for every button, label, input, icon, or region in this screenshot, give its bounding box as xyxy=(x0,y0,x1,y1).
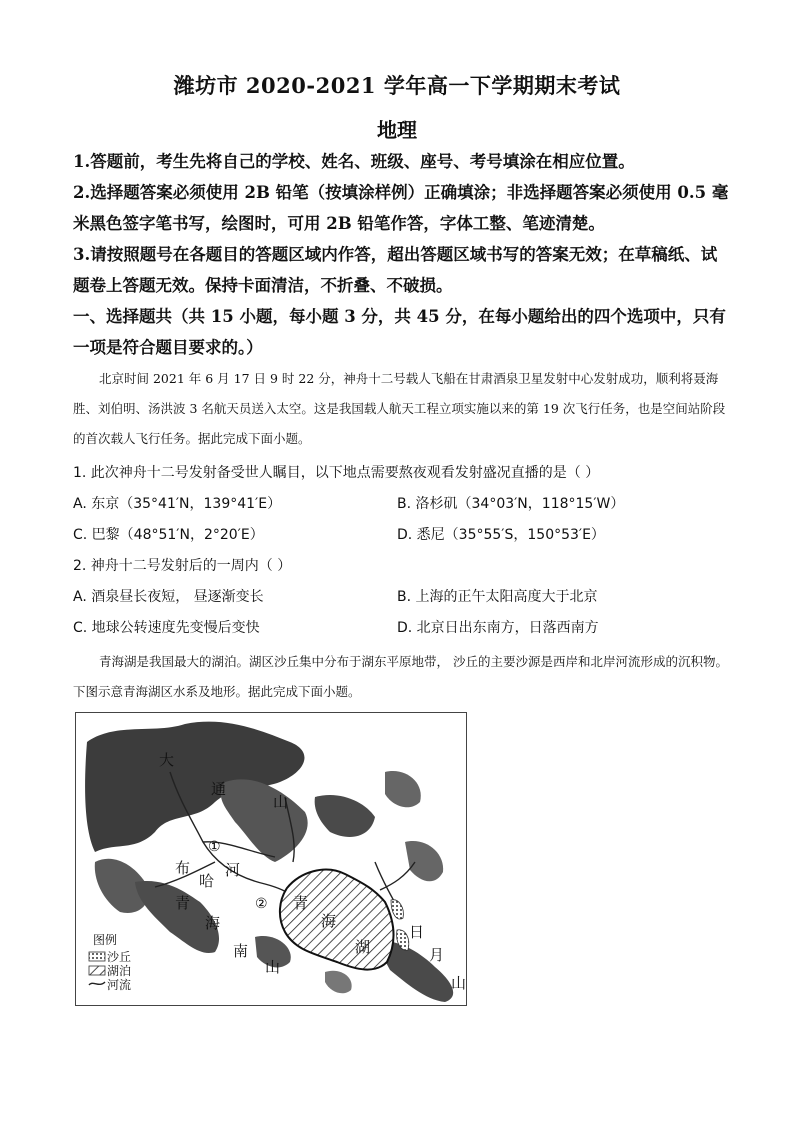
label-ha: 哈 xyxy=(199,872,215,890)
legend-dune: 沙丘 xyxy=(107,950,132,964)
legend-lake-swatch xyxy=(89,966,105,975)
question-2-option-b[interactable]: B. 上海的正午太阳高度大于北京 xyxy=(397,589,598,605)
question-1-stem: 1. 此次神舟十二号发射备受世人瞩目，以下地点需要熬夜观看发射盛况直播的是（ ） xyxy=(73,465,600,481)
label-da: 大 xyxy=(159,751,175,769)
label-hai-2: 海 xyxy=(321,912,337,930)
question-2-option-d[interactable]: D. 北京日出东南方，日落西南方 xyxy=(397,620,599,636)
marker-1: ① xyxy=(208,839,221,855)
label-bu: 布 xyxy=(175,859,191,877)
qinghai-lake-map xyxy=(75,712,467,1006)
label-shan-2: 山 xyxy=(265,958,281,976)
question-2-stem: 2. 神舟十二号发射后的一周内（ ） xyxy=(73,558,292,574)
marker-2: ② xyxy=(255,896,268,912)
question-1-option-a[interactable]: A. 东京（35°41′N，139°41′E） xyxy=(73,496,282,512)
exam-subject: 地理 xyxy=(377,118,417,142)
passage-shenzhou: 北京时间 2021 年 6 月 17 日 9 时 22 分，神舟十二号载人飞船在甘肃酒泉卫星发射中心发射成功，顺利将聂海胜、刘伯明、汤洪波 3 名航天员送入太空。这是我国载人航天工程立项实施以来的第 19 次飞行任务，也是空间站阶段的首次载人飞行任务。据此完成下面小题。 xyxy=(73,371,726,446)
question-1-option-b[interactable]: B. 洛杉矶（34°03′N，118°15′W） xyxy=(397,496,625,512)
label-nan: 南 xyxy=(233,942,249,960)
label-tong: 通 xyxy=(211,780,227,798)
label-ri: 日 xyxy=(409,923,425,941)
legend-dune-swatch xyxy=(89,952,105,961)
legend-title: 图例 xyxy=(93,933,118,947)
label-hu: 湖 xyxy=(355,938,371,956)
passage-qinghai-lake: 青海湖是我国最大的湖泊。湖区沙丘集中分布于湖东平原地带， 沙丘的主要沙源是西岸和北岸河流形成的沉积物。下图示意青海湖区水系及地形。据此完成下面小题。 xyxy=(73,654,728,699)
question-1-option-c[interactable]: C. 巴黎（48°51′N，2°20′E） xyxy=(73,527,264,543)
notice-3: 3.请按照题号在各题目的答题区域内作答，超出答题区域书写的答案无效；在草稿纸、试题卷上答题无效。保持卡面清洁，不折叠、不破损。 xyxy=(73,245,718,295)
label-yue: 月 xyxy=(429,946,445,964)
label-qing-2: 青 xyxy=(293,894,309,912)
label-qing-1: 青 xyxy=(175,894,191,912)
label-he: 河 xyxy=(225,861,241,879)
question-2-option-c[interactable]: C. 地球公转速度先变慢后变快 xyxy=(73,620,260,636)
question-1-option-d[interactable]: D. 悉尼（35°55′S，150°53′E） xyxy=(397,527,605,543)
question-2-option-a[interactable]: A. 酒泉昼长夜短， 昼逐渐变长 xyxy=(73,589,264,605)
exam-title: 潍坊市 2020-2021 学年高一下学期期末考试 xyxy=(173,73,621,98)
label-hai-1: 海 xyxy=(205,914,221,932)
legend-river: 河流 xyxy=(107,978,132,992)
section-heading: 一、选择题共（共 15 小题，每小题 3 分，共 45 分，在每小题给出的四个选项中，只有一项是符合题目要求的。） xyxy=(73,307,726,357)
legend-lake: 湖泊 xyxy=(107,964,132,978)
notice-2: 2.选择题答案必须使用 2B 铅笔（按填涂样例）正确填涂；非选择题答案必须使用 0.5 毫米黑色签字笔书写，绘图时，可用 2B 铅笔作答，字体工整、笔迹清楚。 xyxy=(73,183,729,233)
map-figure xyxy=(75,712,467,1006)
notice-1: 1.答题前，考生先将自己的学校、姓名、班级、座号、考号填涂在相应位置。 xyxy=(73,152,635,171)
label-shan-1: 山 xyxy=(273,793,289,811)
label-shan-3: 山 xyxy=(451,974,467,992)
